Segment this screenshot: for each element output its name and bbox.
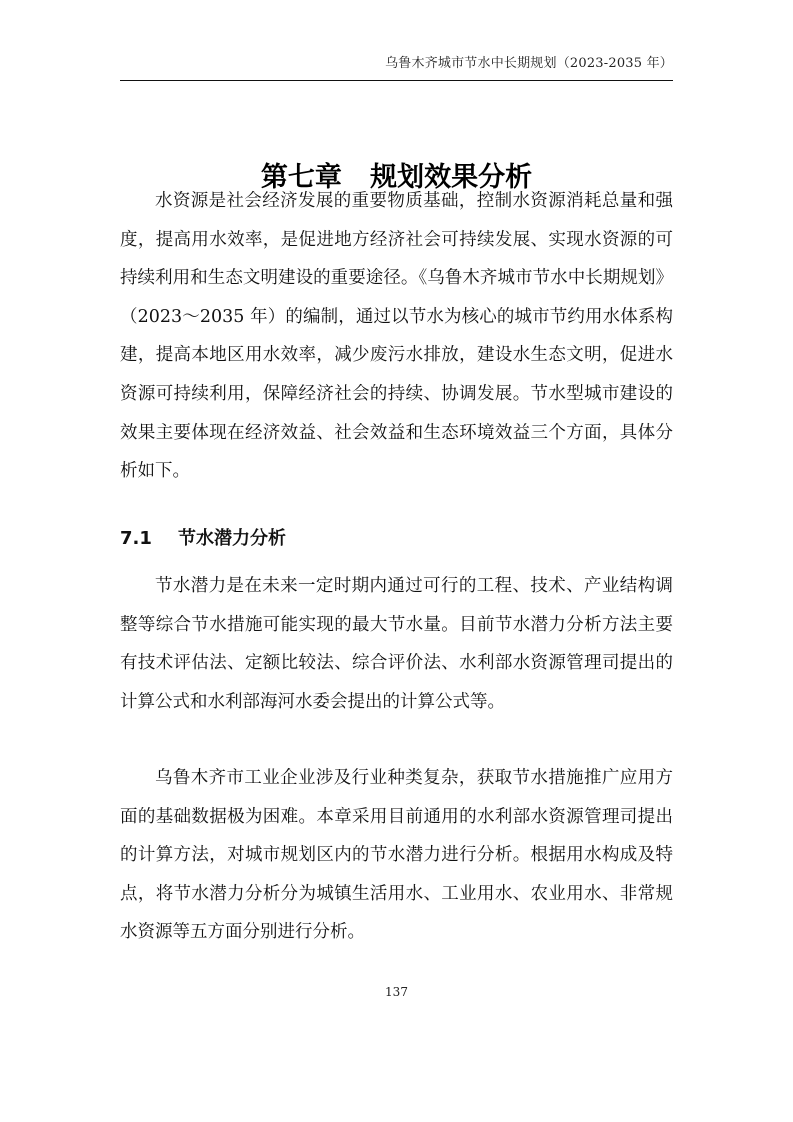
section-paragraph-2: 乌鲁木齐市工业企业涉及行业种类复杂，获取节水措施推广应用方面的基础数据极为困难。本章采用目前通用的水利部水资源管理司提出的计算方法，对城市规划区内的节水潜力进行分析。根据用水构成及特点，将节水潜力分析分为城镇生活用水、工业用水、农业用水、非常规水资源等五方面分别进行分析。 [120,768,673,943]
intro-paragraph: 水资源是社会经济发展的重要物质基础，控制水资源消耗总量和强度，提高用水效率，是促进地方经济社会可持续发展、实现水资源的可持续利用和生态文明建设的重要途径。《乌鲁木齐城市节水中长期规划》（2023～2035 年）的编制，通过以节水为核心的城市节约用水体系构建，提高本地区用水效率，减少废污水排放，建设水生态文明，促进水资源可持续利用，保障经济社会的持续、协调发展。节水型城市建设的效果主要体现在经济效益、社会效益和生态环境效益三个方面，具体分析如下。 [120,191,673,482]
section-paragraph-1: 节水潜力是在未来一定时期内通过可行的工程、技术、产业结构调整等综合节水措施可能实现的最大节水量。目前节水潜力分析方法主要有技术评估法、定额比较法、综合评价法、水利部水资源管理司提出的计算公式和水利部海河水委会提出的计算公式等。 [120,576,673,712]
header-rule [120,80,673,81]
section-number: 7.1 [120,528,152,549]
section-title: 节水潜力分析 [178,528,286,549]
page-number: 137 [385,985,408,999]
section-heading [120,524,673,554]
running-header: 乌鲁木齐城市节水中长期规划（2023-2035 年） [385,56,673,71]
chapter-title: 第七章 规划效果分析 [260,162,533,194]
